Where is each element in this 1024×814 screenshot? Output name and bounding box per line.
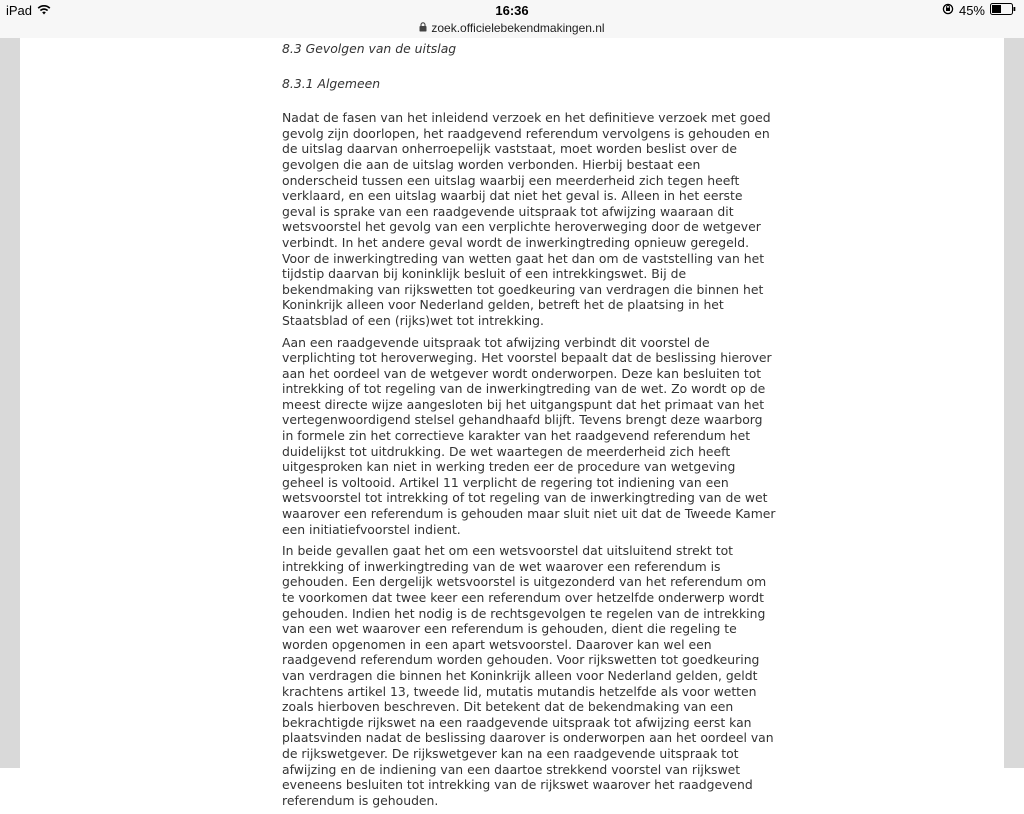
subsection-heading: 8.3.1 Algemeen <box>282 75 381 91</box>
paragraph-3: In beide gevallen gaat het om een wetsvoorstel dat uitsluitend strekt tot intrekking of inwerkingtreding van de wet waarover een referendum is gehouden. Een dergelijk wetsvoorstel is uitgezonderd van het referendum om te voorkomen dat twee keer een referendum over hetzelfde onderwerp wordt gehouden. Indien het nodig is de rechtsgevolgen te regelen van de intrekking van een wet waarover een referendum is gehouden, dient die regeling te worden opgenomen in een apart wetsvoorstel. Daarover kan wel een raadgevend referendum worden gehouden. Voor rijkswetten tot goedkeuring van verdragen die binnen het Koninkrijk alleen voor Nederland gelden, geldt krachtens artikel 13, tweede lid, mutatis mutandis hetzelfde als voor wetten zoals hierboven beschreven. Dit betekent dat de bekendmaking van een bekrachtigde rijkswet na een raadgevende uitspraak tot afwijzing eerst kan plaatsvinden nadat de beslissing daarover is onderworpen aan het oordeel van de rijkswetgever. De rijkswetgever kan na een raadgevende uitspraak tot afwijzing en de indiening van een daartoe strekkend voorstel van rijkswet eveneens besluiten tot intrekking van de rijkswet waarover het raadgevend referendum is gehouden. <box>282 543 774 808</box>
article-content <box>282 41 777 814</box>
rotation-lock-icon <box>942 3 954 18</box>
battery-percent: 45% <box>958 3 985 18</box>
left-margin <box>0 38 20 768</box>
paragraph-1: Nadat de fasen van het inleidend verzoek en het definitieve verzoek met goed gevolg zijn doorlopen, het raadgevend referendum vervolgens is gehouden en de uitslag daarvan onherroepelijk vaststaat, moet worden beslist over de gevolgen die aan de uitslag worden verbonden. Hierbij bestaat een onderscheid tussen een uitslag waarbij een meerderheid zich tegen heeft verklaard, en een uitslag waarbij dat niet het geval is. Alleen in het eerste geval is sprake van een raadgevende uitspraak tot afwijzing waaraan dit wetsvoorstel het gevolg van een verplichte heroverweging door de wetgever verbindt. In het andere geval wordt de inwerkingtreding opnieuw geregeld. Voor de inwerkingtreding van wetten gaat het dan om de vaststelling van het tijdstip daarvan bij koninklijk besluit of een intrekkingswet. Bij de bekendmaking van rijkswetten tot goedkeuring van verdragen die binnen het Koninkrijk alleen voor Nederland gelden, betreft het de plaatsing in het Staatsblad of een (rijks)wet tot intrekking. <box>282 110 771 328</box>
status-right <box>942 3 1016 18</box>
url-text: zoek.officielebekendmakingen.nl <box>431 21 605 35</box>
right-margin <box>1004 38 1024 768</box>
address-bar[interactable] <box>0 20 1024 38</box>
paragraph-2: Aan een raadgevende uitspraak tot afwijzing verbindt dit voorstel de verplichting tot heroverweging. Het voorstel bepaalt dat de beslissing hierover aan het oordeel van de wetgever wordt onderworpen. Deze kan besluiten tot intrekking of tot regeling van de inwerkingtreding van de wet. Zo wordt op de meest directe wijze aangesloten bij het uitgangspunt dat het primaat van het vertegenwoordigend stelsel gehandhaafd blijft. Tevens brengt deze waarborg in formele zin het correctieve karakter van het raadgevend referendum het duidelijkst tot uitdrukking. De wet waartegen de meerderheid zich heeft uitgesproken kan niet in werking treden eer de procedure van wetgeving geheel is voltooid. Artikel 11 verplicht de regering tot indiening van een wetsvoorstel tot intrekking of tot regeling van de inwerkingtreding van de wet waarover een referendum is gehouden maar sluit niet uit dat de Tweede Kamer een initiatiefvoorstel indient. <box>282 334 776 537</box>
lock-icon <box>419 21 427 35</box>
clock: 16:36 <box>495 3 529 18</box>
device-label: iPad <box>6 3 33 18</box>
battery-icon <box>990 3 1016 18</box>
status-bar <box>0 0 1024 20</box>
url-display[interactable] <box>419 21 604 35</box>
section-heading: 8.3 Gevolgen van de uitslag <box>282 41 457 56</box>
